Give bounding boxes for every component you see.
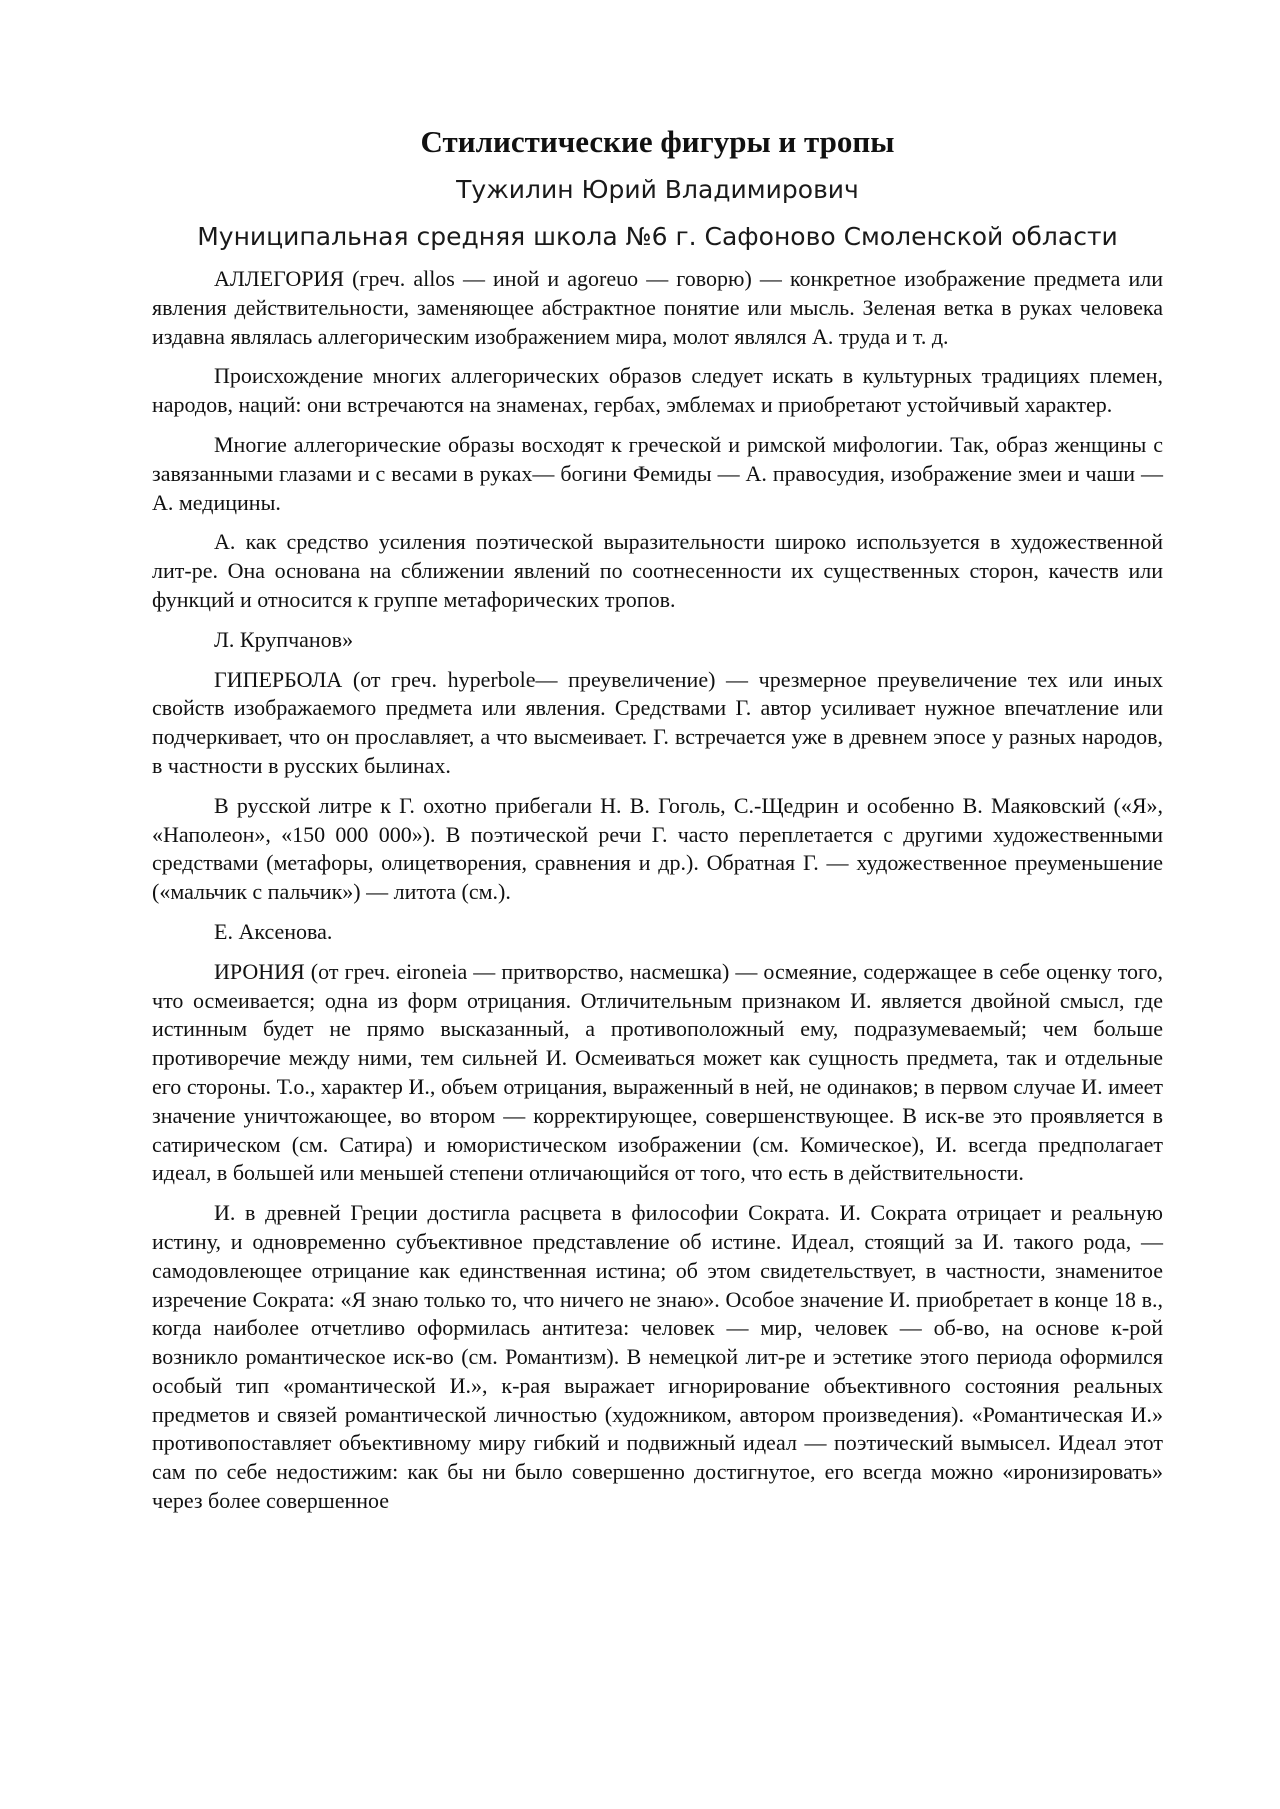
- paragraph-allegory-origin: Происхождение многих аллегорических образов следует искать в культурных традициях племен, народов, наций: они встречаются на знаменах, гербах, эмблемах и приобретают устойчивый характер.: [152, 363, 1163, 418]
- author-signature-aksenova: Е. Аксенова.: [214, 918, 333, 944]
- paragraph-irony-definition: ИРОНИЯ (от греч. eironeia — притворство, насмешка) — осмеяние, содержащее в себе оценку того, что осмеивается; одна из форм отрицания. Отличительным признаком И. является двойной смысл, где истинным будет не прямо высказанный, а противоположный ему, подразумеваемый; чем больше противоречие между ними, тем сильней И. Осмеиваться может как сущность предмета, так и отдельные его стороны. Т.о., характер И., объем отрицания, выраженный в ней, не одинаков; в первом случае И. имеет значение уничтожающее, во втором — корректирующее, совершенствующее. В иск-ве это проявляется в сатирическом (см. Сатира) и юмористическом изображении (см. Комическое), И. всегда предполагает идеал, в большей или меньшей степени отличающийся от того, что есть в действительности.: [152, 958, 1163, 1186]
- paragraph-hyperbole-definition: ГИПЕРБОЛА (от греч. hyperbole— преувеличение) — чрезмерное преувеличение тех или иных свойств изображаемого предмета или явления. Средствами Г. автор усиливает нужное впечатление или подчеркивает, что он прославляет, а что высмеивает. Г. встречается уже в древнем эпосе у разных народов, в частности в русских былинах.: [152, 666, 1163, 778]
- paragraph-allegory-literature: А. как средство усиления поэтической выразительности широко используется в художественной лит-ре. Она основана на сближении явлений по соотнесенности их существенных сторон, качеств или функций и относится к группе метафорических тропов.: [152, 529, 1163, 612]
- paragraph-allegory-definition: АЛЛЕГОРИЯ (греч. allos — иной и agoreuo — говорю) — конкретное изображение предмета или явления действительности, заменяющее абстрактное понятие или мысль. Зеленая ветка в руках человека издавна являлась аллегорическим изображением мира, молот являлся А. труда и т. д.: [152, 266, 1163, 349]
- document-title: Стилистические фигуры и тропы: [420, 124, 895, 159]
- document-body: [152, 265, 1163, 1516]
- paragraph-hyperbole-russian-literature: В русской литре к Г. охотно прибегали Н. В. Гоголь, С.-Щедрин и особенно В. Маяковский («Я», «Наполеон», «150 000 000»). В поэтической речи Г. часто переплетается с другими художественными средствами (метафоры, олицетворения, сравнения и др.). Обратная Г. — художественное преуменьшение («мальчик с пальчик») — литота (см.).: [152, 792, 1163, 905]
- author-signature-krupchanov: Л. Крупчанов»: [214, 626, 354, 652]
- paragraph-allegory-mythology: Многие аллегорические образы восходят к греческой и римской мифологии. Так, образ женщины с завязанными глазами и с весами в руках— богини Фемиды — А. правосудия, изображение змеи и чаши — А. медицины.: [152, 431, 1163, 515]
- school-name: Муниципальная средняя школа №6 г. Сафоново Смоленской области: [197, 222, 1118, 251]
- author-name: Тужилин Юрий Владимирович: [456, 175, 859, 204]
- paragraph-irony-history: И. в древней Греции достигла расцвета в философии Сократа. И. Сократа отрицает и реальную истину, и одновременно субъективное представление об истине. Идеал, стоящий за И. такого рода, — самодовлеющее отрицание как единственная истина; об этом свидетельствует, в частности, знаменитое изречение Сократа: «Я знаю только то, что ничего не знаю». Особое значение И. приобретает в конце 18 в., когда наиболее отчетливо оформилась антитеза: человек — мир, человек — об-во, на основе к-рой возникло романтическое иск-во (см. Романтизм). В немецкой лит-ре и эстетике этого периода оформился особый тип «романтической И.», к-рая выражает игнорирование объективного состояния реальных предметов и связей романтической личностью (художником, автором произведения). «Романтическая И.» противопоставляет объективному миру гибкий и подвижный идеал — поэтический вымысел. Идеал этот сам по себе недостижим: как бы ни было совершенно достигнутое, его всегда можно «иронизировать» через более совершенное: [152, 1200, 1163, 1514]
